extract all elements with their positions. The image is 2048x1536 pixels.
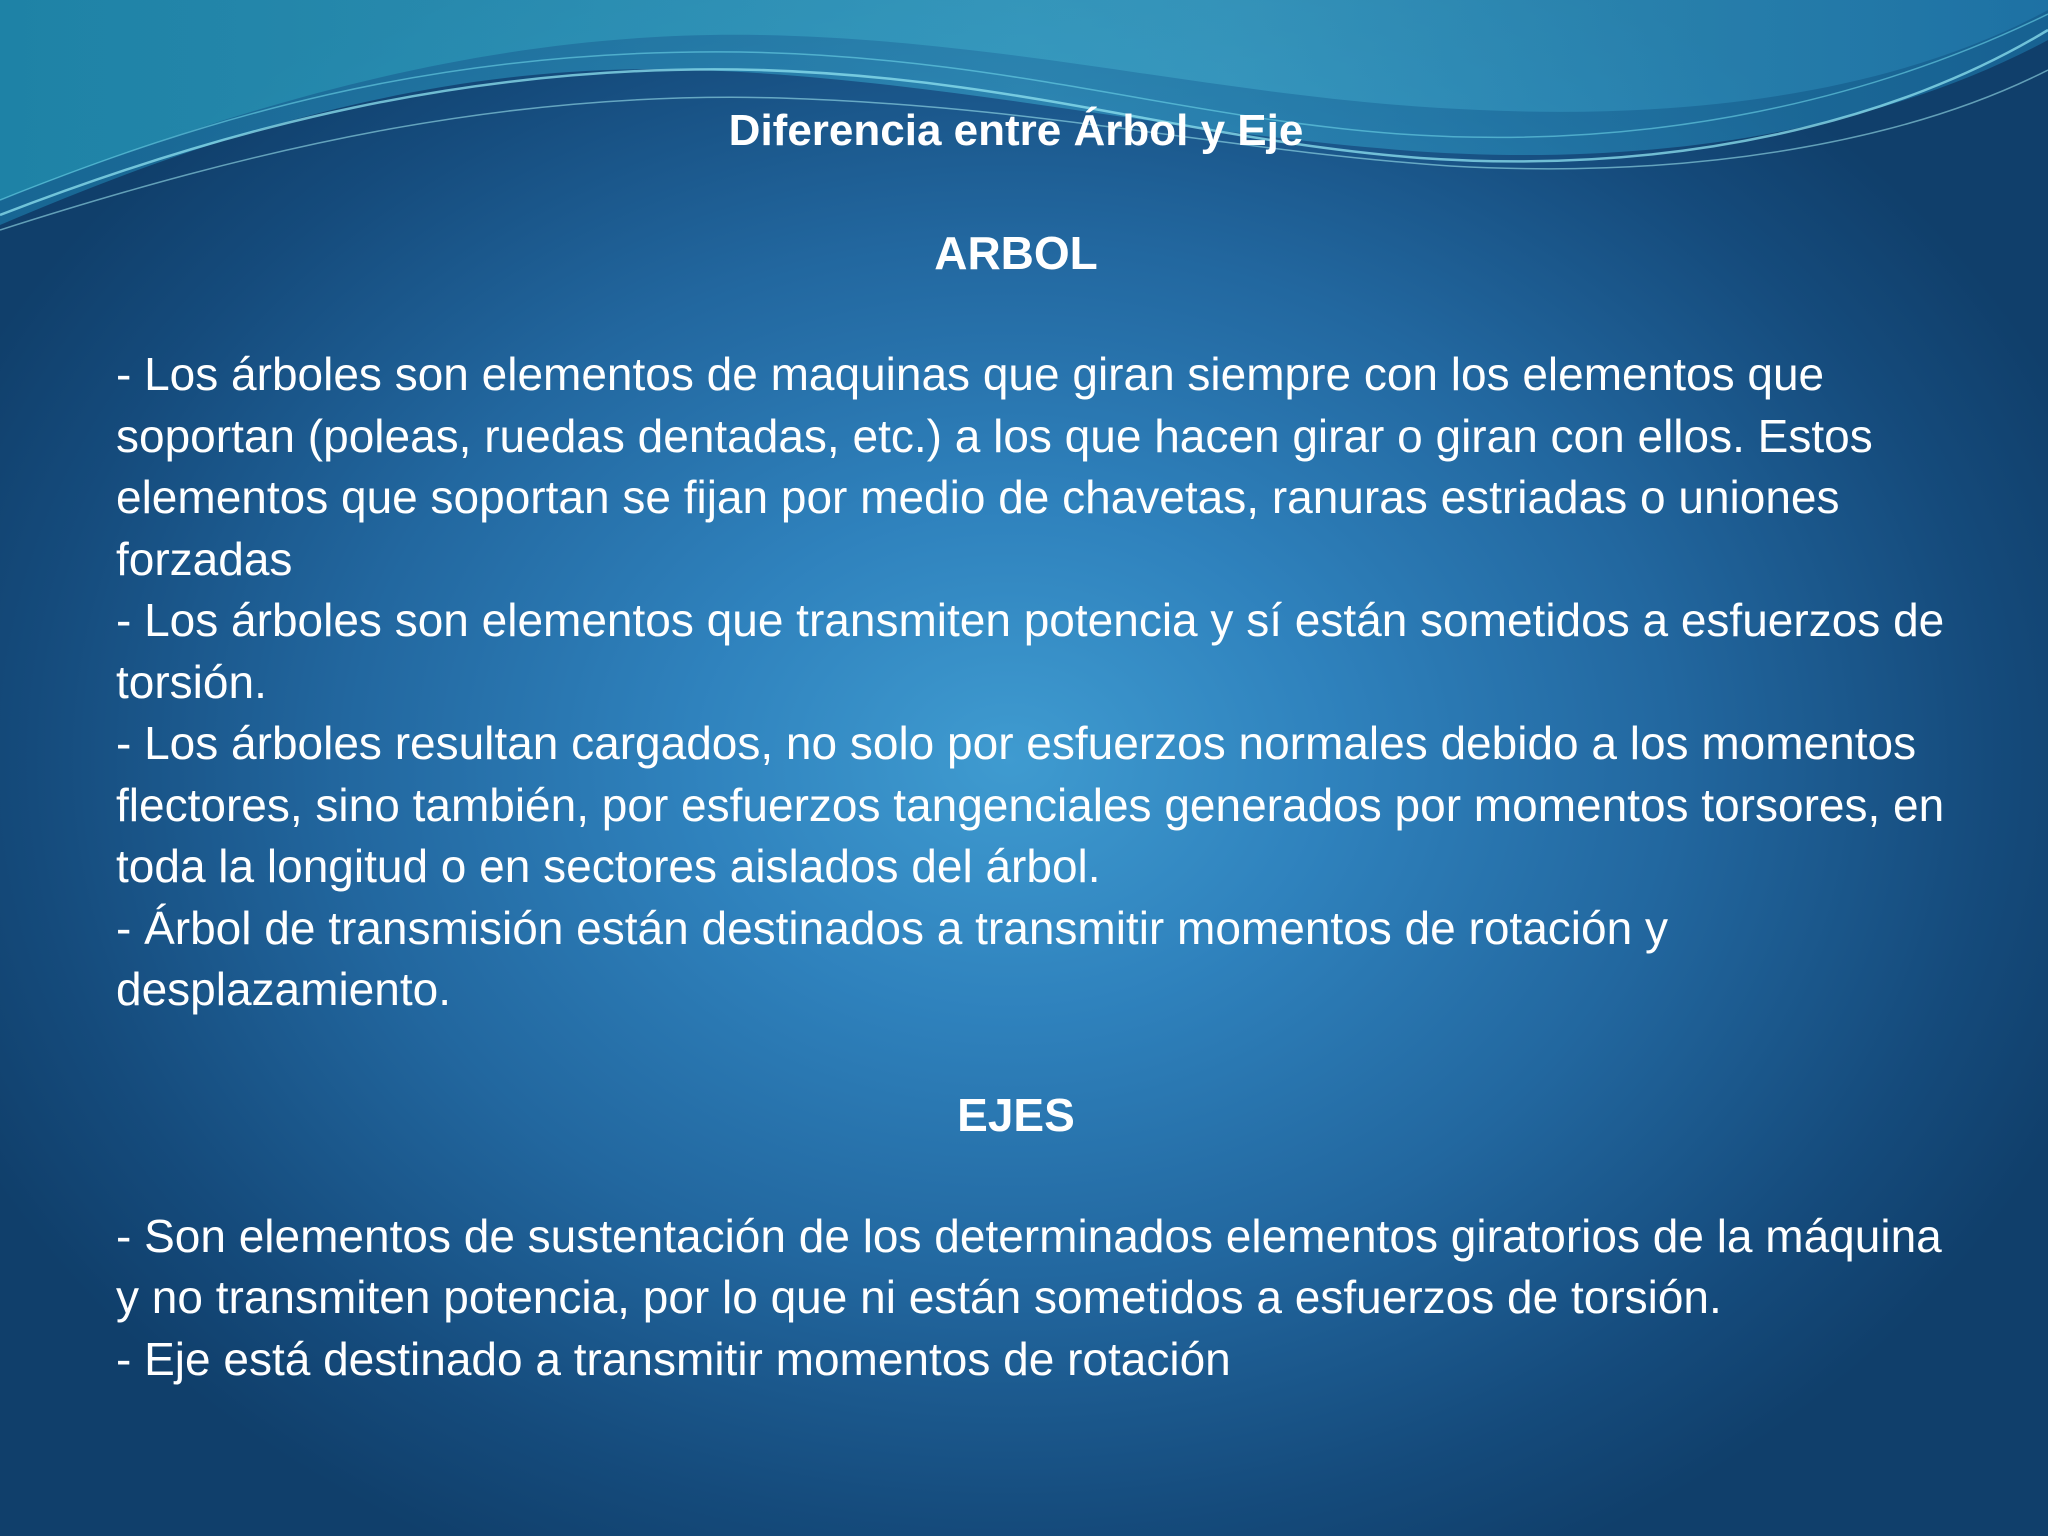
ejes-paragraph-list: [116, 1206, 1956, 1391]
arbol-paragraph: - Los árboles resultan cargados, no solo por esfuerzos normales debido a los momentos flectores, sino también, por esfuerzos tangenciales generados por momentos torsores, en toda la longitud o en sectores aislados del árbol.: [116, 717, 1945, 892]
ejes-paragraph: - Eje está destinado a transmitir momentos de rotación: [116, 1332, 1231, 1385]
slide-title: Diferencia entre Árbol y Eje: [728, 106, 1304, 155]
arbol-paragraph: - Los árboles son elementos que transmiten potencia y sí están sometidos a esfuerzos de torsión.: [116, 594, 1945, 708]
ejes-paragraph: - Son elementos de sustentación de los determinados elementos giratorios de la máquina y no transmiten potencia, por lo que ni están sometidos a esfuerzos de torsión.: [116, 1209, 1942, 1323]
section-heading-arbol: ARBOL: [934, 227, 1098, 279]
arbol-paragraph: - Árbol de transmisión están destinados a transmitir momentos de rotación y desplazamiento.: [116, 901, 1668, 1015]
slide-content: [116, 98, 1956, 1390]
section-heading-ejes: EJES: [957, 1088, 1075, 1141]
arbol-paragraph-list: [116, 344, 1956, 1021]
arbol-paragraph: - Los árboles son elementos de maquinas que giran siempre con los elementos que soportan (poleas, ruedas dentadas, etc.) a los que hacen girar o giran con ellos. Estos elementos que soportan se fijan por medio de chavetas, ranuras estriadas o uniones forzadas: [116, 348, 1873, 585]
